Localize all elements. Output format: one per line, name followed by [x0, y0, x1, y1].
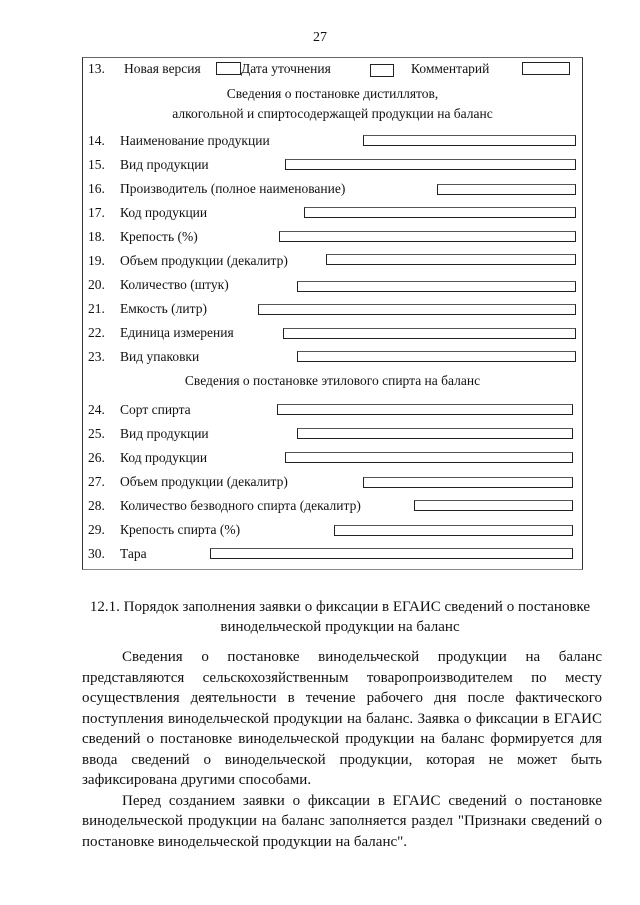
- package-type-input[interactable]: [297, 351, 576, 362]
- row-number: 28.: [88, 498, 105, 513]
- row-label: Количество (штук): [120, 277, 229, 292]
- row-label: Крепость (%): [120, 229, 198, 244]
- date-field[interactable]: [370, 64, 394, 77]
- subsection-title: [70, 597, 610, 637]
- product-name-input[interactable]: [363, 135, 576, 146]
- spirit-product-code-input[interactable]: [285, 452, 573, 463]
- row-number: 14.: [88, 133, 105, 148]
- comment-label: Комментарий: [411, 61, 490, 76]
- spirit-grade-input[interactable]: [277, 404, 573, 415]
- section1-heading-line2: алкогольной и спиртосодержащей продукции на баланс: [172, 106, 493, 121]
- row13-number: 13.: [88, 61, 105, 76]
- paragraph-1: Сведения о постановке винодельческой продукции на баланс представляются сельскохозяйственным товаропроизводителем по месту осуществления деятельности в течение рабочего дня после фактического поступления винодельческой продукции на баланс. Заявка о фиксации в ЕГАИС сведений о постановке винодельческой продукции на баланс формируется для ввода сведений о винодельческой продукции, которая не может быть зафиксирована другими способами.: [82, 649, 602, 788]
- quantity-input[interactable]: [297, 281, 576, 292]
- new-version-label: Новая версия: [124, 61, 201, 76]
- row-label: Вид упаковки: [120, 349, 200, 364]
- row-number: 22.: [88, 325, 105, 340]
- row-number: 26.: [88, 450, 105, 465]
- row-label: Емкость (литр): [120, 301, 207, 316]
- subsection-title-line2: винодельческой продукции на баланс: [220, 619, 460, 635]
- row-number: 30.: [88, 546, 105, 561]
- row-label: Крепость спирта (%): [120, 522, 241, 537]
- row-number: 24.: [88, 402, 105, 417]
- row-number: 17.: [88, 205, 105, 220]
- strength-input[interactable]: [279, 231, 576, 242]
- row-number: 23.: [88, 349, 105, 364]
- unit-input[interactable]: [283, 328, 576, 339]
- row-label: Тара: [120, 546, 147, 561]
- row-label: Производитель (полное наименование): [120, 181, 346, 196]
- row-label: Объем продукции (декалитр): [120, 474, 288, 489]
- row-number: 15.: [88, 157, 105, 172]
- row-label: Код продукции: [120, 450, 208, 465]
- producer-input[interactable]: [437, 184, 576, 195]
- container-input[interactable]: [210, 548, 573, 559]
- capacity-input[interactable]: [258, 304, 576, 315]
- row-number: 25.: [88, 426, 105, 441]
- spirit-product-type-input[interactable]: [297, 428, 573, 439]
- volume-input[interactable]: [326, 254, 576, 265]
- row-label: Количество безводного спирта (декалитр): [120, 498, 361, 513]
- paragraph-2: Перед созданием заявки о фиксации в ЕГАИС сведений о постановке винодельческой продукции на баланс заполняется раздел "Признаки сведений о постановке винодельческой продукции на баланс".: [82, 792, 602, 850]
- row-label: Единица измерения: [120, 325, 234, 340]
- row-label: Сорт спирта: [120, 402, 191, 417]
- row-label: Вид продукции: [120, 426, 209, 441]
- row-label: Код продукции: [120, 205, 208, 220]
- body-text: [82, 647, 602, 852]
- row-label: Объем продукции (декалитр): [120, 253, 288, 268]
- date-label: Дата уточнения: [241, 61, 331, 76]
- subsection-title-line1: 12.1. Порядок заполнения заявки о фиксации в ЕГАИС сведений о постановке: [89, 599, 591, 615]
- row-number: 20.: [88, 277, 105, 292]
- new-version-checkbox[interactable]: [216, 62, 241, 75]
- row-number: 29.: [88, 522, 105, 537]
- page-number: 27: [313, 30, 327, 45]
- row-number: 16.: [88, 181, 105, 196]
- row-label: Наименование продукции: [120, 133, 270, 148]
- row-number: 21.: [88, 301, 105, 316]
- row-number: 18.: [88, 229, 105, 244]
- row-number: 19.: [88, 253, 105, 268]
- spirit-strength-input[interactable]: [334, 525, 573, 536]
- section2-heading: Сведения о постановке этилового спирта на баланс: [184, 373, 481, 388]
- row-number: 27.: [88, 474, 105, 489]
- anhydrous-spirit-input[interactable]: [414, 500, 573, 511]
- spirit-volume-input[interactable]: [363, 477, 573, 488]
- row-label: Вид продукции: [120, 157, 209, 172]
- product-code-input[interactable]: [304, 207, 576, 218]
- product-type-input[interactable]: [285, 159, 576, 170]
- comment-field[interactable]: [522, 62, 570, 75]
- section1-heading-line1: Сведения о постановке дистиллятов,: [226, 86, 439, 101]
